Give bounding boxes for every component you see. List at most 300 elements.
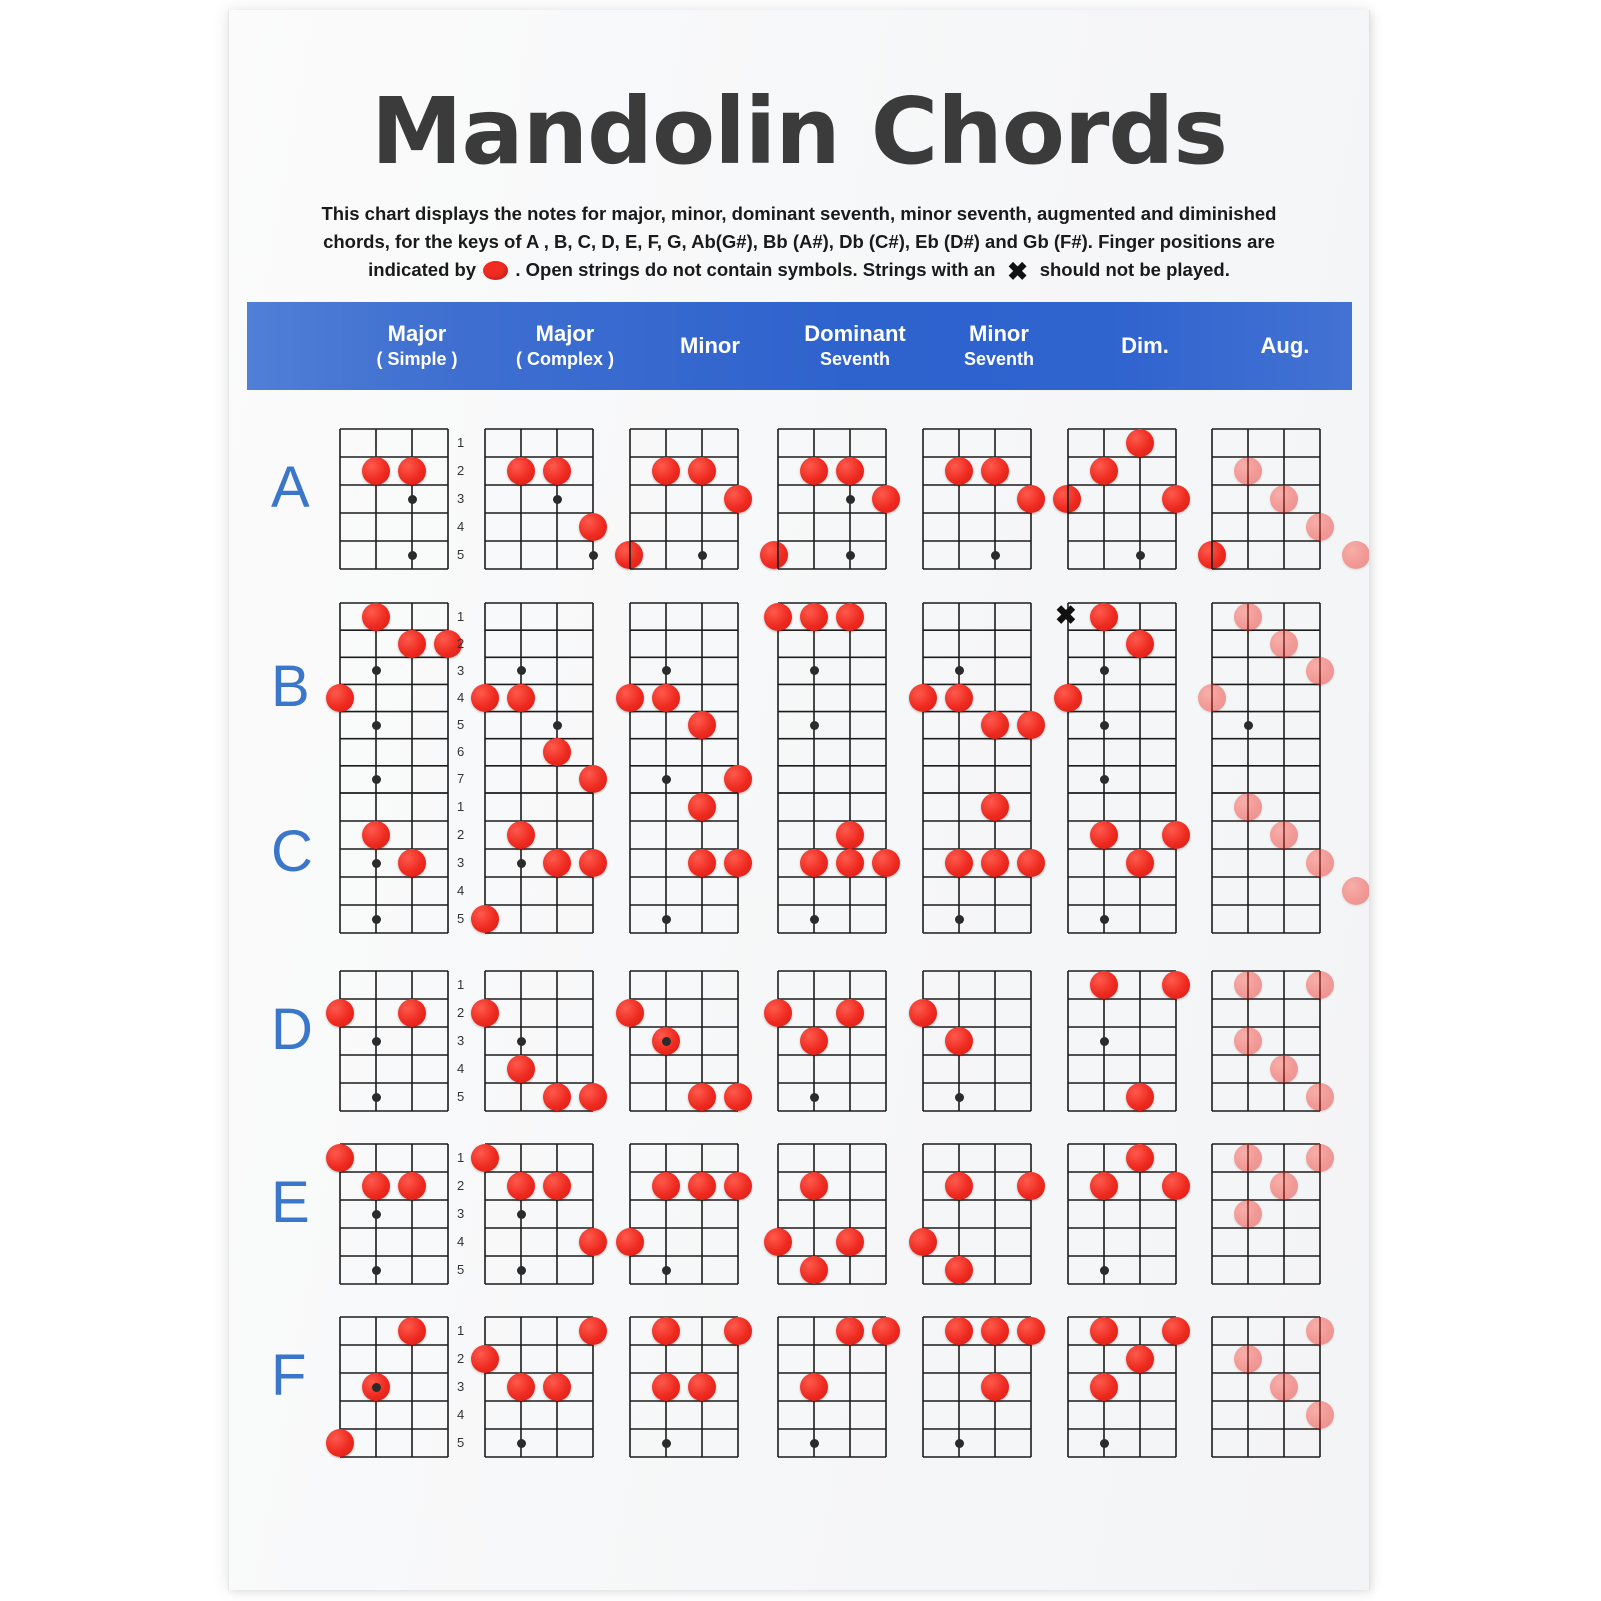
finger-dot: [507, 1373, 535, 1401]
finger-dot: [1126, 1144, 1154, 1172]
column-header-line1: Major: [387, 321, 447, 346]
fretboard-grid: [629, 970, 739, 1112]
finger-dot: [652, 684, 680, 712]
chord-diagram-F-4[interactable]: [922, 1316, 1030, 1456]
fret-marker-dot: [662, 666, 671, 675]
finger-dot: [981, 457, 1009, 485]
fretboard-grid: [339, 792, 449, 934]
chord-diagram-F-6[interactable]: [1211, 1316, 1319, 1456]
fretboard-grid: [484, 428, 594, 570]
finger-dot: [1017, 485, 1045, 513]
finger-dot: [507, 821, 535, 849]
fret-number-label: 2: [457, 635, 465, 651]
fret-marker-dot: [810, 1093, 819, 1102]
finger-dot: [1017, 1317, 1045, 1345]
chord-chart-poster: [228, 10, 1370, 1590]
chord-diagram-F-2[interactable]: [629, 1316, 737, 1456]
finger-dot: [872, 849, 900, 877]
chord-diagram-E-6[interactable]: [1211, 1143, 1319, 1283]
fretboard-grid: [922, 428, 1032, 570]
column-header-dim-5: [1070, 302, 1220, 390]
finger-dot: [1090, 1317, 1118, 1345]
finger-dot: [909, 999, 937, 1027]
finger-dot: [616, 1228, 644, 1256]
fretboard-grid: [1211, 1143, 1321, 1285]
finger-dot: [800, 849, 828, 877]
finger-dot: [471, 1144, 499, 1172]
fretboard-grid: [1067, 1143, 1177, 1285]
finger-dot: [579, 1083, 607, 1111]
finger-dot: [945, 1317, 973, 1345]
finger-dot: [362, 603, 390, 631]
finger-dot: [981, 849, 1009, 877]
fret-marker-dot: [810, 915, 819, 924]
fret-number-label: 4: [457, 1061, 465, 1076]
fret-number-label: 2: [457, 463, 465, 478]
fret-number-label: 4: [457, 1407, 465, 1422]
fretboard-grid: [922, 1316, 1032, 1458]
fret-number-label: 4: [457, 519, 465, 534]
finger-dot: [1017, 849, 1045, 877]
chord-diagram-A-0[interactable]: [339, 428, 465, 568]
chord-diagram-A-3[interactable]: [777, 428, 885, 568]
key-label-F: F: [271, 1343, 307, 1408]
finger-dot: [1306, 657, 1334, 685]
fret-number-label: 5: [457, 547, 465, 562]
fret-number-label: 5: [457, 911, 465, 926]
fret-number-label: 5: [457, 1089, 465, 1104]
chord-diagram-B-1[interactable]: [484, 602, 592, 792]
chord-diagram-F-0[interactable]: [339, 1316, 465, 1456]
finger-dot: [1162, 1172, 1190, 1200]
fretboard-grid: [339, 428, 449, 570]
fretboard-grid: [1211, 792, 1321, 934]
column-header-line1: Dominant: [804, 321, 906, 346]
chord-diagram-B-4[interactable]: [922, 602, 1030, 792]
fret-number-label: 2: [457, 827, 465, 842]
finger-dot: [1054, 684, 1082, 712]
chord-diagram-B-6[interactable]: [1211, 602, 1319, 792]
finger-dot: [1306, 1317, 1334, 1345]
description-line-2: chords, for the keys of A , B, C, D, E, F, G, Ab(G#), Bb (A#), Db (C#), Eb (D#) and Gb (F#). Finger positions are: [323, 231, 1275, 252]
finger-dot: [579, 765, 607, 793]
finger-dot: [543, 1373, 571, 1401]
chord-diagram-E-5[interactable]: [1067, 1143, 1175, 1283]
chord-diagram-E-4[interactable]: [922, 1143, 1030, 1283]
fret-marker-dot: [408, 495, 417, 504]
chord-diagram-D-2[interactable]: [629, 970, 737, 1110]
fretboard-grid: [1211, 970, 1321, 1112]
chord-diagram-B-2[interactable]: [629, 602, 737, 792]
fret-marker-dot: [517, 1210, 526, 1219]
fret-marker-dot: [1100, 915, 1109, 924]
finger-dot: [836, 1228, 864, 1256]
fret-number-label: 2: [457, 1178, 465, 1193]
finger-dot: [652, 1373, 680, 1401]
finger-dot: [1306, 1144, 1334, 1172]
column-header-line2: ( Simple ): [376, 349, 458, 369]
finger-dot: [872, 1317, 900, 1345]
description-line-3a: indicated by: [368, 259, 477, 280]
finger-dot: [1090, 457, 1118, 485]
fret-marker-dot: [991, 551, 1000, 560]
finger-dot: [398, 999, 426, 1027]
fret-marker-dot: [372, 775, 381, 784]
finger-dot: [945, 1172, 973, 1200]
finger-dot: [800, 1172, 828, 1200]
fret-marker-dot: [1136, 551, 1145, 560]
chord-diagram-A-4[interactable]: [922, 428, 1030, 568]
finger-dot: [471, 684, 499, 712]
fret-marker-dot: [662, 1266, 671, 1275]
key-label-E: E: [271, 1170, 310, 1235]
finger-dot: [724, 485, 752, 513]
fretboard-grid: [777, 1316, 887, 1458]
finger-dot: [398, 1317, 426, 1345]
fret-marker-dot: [372, 1383, 381, 1392]
finger-dot: [543, 849, 571, 877]
chord-diagram-A-5[interactable]: [1067, 428, 1175, 568]
finger-dot: [1198, 684, 1226, 712]
fret-number-label: 5: [457, 717, 465, 733]
fret-marker-dot: [662, 775, 671, 784]
fret-marker-dot: [1244, 721, 1253, 730]
finger-dot: [507, 1172, 535, 1200]
fretboard-grid: [339, 602, 449, 794]
finger-dot: [836, 849, 864, 877]
finger-dot: [1234, 1345, 1262, 1373]
finger-dot: [836, 603, 864, 631]
fret-number-label: 1: [457, 1323, 465, 1338]
key-label-A: A: [271, 455, 310, 520]
fretboard-grid: [629, 1143, 739, 1285]
fret-marker-dot: [553, 495, 562, 504]
finger-dot: [1090, 821, 1118, 849]
finger-dot: [326, 1429, 354, 1457]
finger-dot: [1090, 1172, 1118, 1200]
fretboard-grid: [629, 792, 739, 934]
finger-dot: [836, 1317, 864, 1345]
chord-diagram-A-2[interactable]: [629, 428, 737, 568]
finger-dot: [1126, 630, 1154, 658]
description-line-3c: should not be played.: [1039, 259, 1230, 280]
fret-marker-dot: [517, 1266, 526, 1275]
fret-marker-dot: [955, 1439, 964, 1448]
finger-dot: [688, 711, 716, 739]
finger-dot: [1270, 1172, 1298, 1200]
finger-dot: [688, 1373, 716, 1401]
chord-diagram-C-5[interactable]: [1067, 792, 1175, 932]
fretboard-grid: [1067, 602, 1177, 794]
chord-diagram-C-3[interactable]: [777, 792, 885, 932]
finger-dot: [724, 765, 752, 793]
finger-dot: [724, 1083, 752, 1111]
page-title: Mandolin Chords: [371, 78, 1227, 185]
fret-marker-dot: [372, 859, 381, 868]
x-mark-legend-icon: ✖: [1007, 258, 1029, 286]
finger-dot: [1306, 1083, 1334, 1111]
finger-dot: [507, 457, 535, 485]
key-label-C: C: [271, 819, 313, 884]
fretboard-grid: [1067, 1316, 1177, 1458]
column-header-line2: Seventh: [963, 349, 1035, 369]
finger-dot: [872, 485, 900, 513]
chord-diagram-E-1[interactable]: [484, 1143, 592, 1283]
finger-dot: [764, 999, 792, 1027]
chord-diagram-F-3[interactable]: [777, 1316, 885, 1456]
chord-diagram-D-0[interactable]: [339, 970, 465, 1110]
chord-diagram-E-3[interactable]: [777, 1143, 885, 1283]
fret-marker-dot: [372, 1266, 381, 1275]
fretboard-grid: [1211, 1316, 1321, 1458]
finger-dot: [579, 849, 607, 877]
chord-diagram-D-3[interactable]: [777, 970, 885, 1110]
finger-dot: [398, 849, 426, 877]
finger-dot: [764, 1228, 792, 1256]
fret-number-label: 7: [457, 771, 465, 787]
fretboard-grid: [484, 602, 594, 794]
chord-diagram-C-2[interactable]: [629, 792, 737, 932]
finger-dot: [579, 513, 607, 541]
column-header-line1: Major: [535, 321, 595, 346]
column-header-line2: ( Complex ): [515, 349, 614, 369]
chord-diagram-C-4[interactable]: [922, 792, 1030, 932]
fretboard-grid: [629, 428, 739, 570]
chord-diagram-E-0[interactable]: [339, 1143, 465, 1283]
fret-marker-dot: [517, 666, 526, 675]
fret-number-label: 3: [457, 855, 465, 870]
finger-dot: [579, 1228, 607, 1256]
red-dot-legend-icon: [483, 261, 508, 280]
finger-dot: [1234, 457, 1262, 485]
finger-dot: [1270, 630, 1298, 658]
fret-number-label: 2: [457, 1005, 465, 1020]
fret-marker-dot: [810, 1439, 819, 1448]
finger-dot: [1306, 971, 1334, 999]
fretboard-grid: [777, 602, 887, 794]
finger-dot: [471, 905, 499, 933]
chord-diagram-D-6[interactable]: [1211, 970, 1319, 1110]
fret-marker-dot: [810, 666, 819, 675]
finger-dot: [1126, 429, 1154, 457]
column-header-minor-2: [635, 302, 785, 390]
finger-dot: [836, 821, 864, 849]
fret-number-label: 5: [457, 1435, 465, 1450]
fret-number-label: 3: [457, 1379, 465, 1394]
finger-dot: [1126, 849, 1154, 877]
fret-marker-dot: [553, 721, 562, 730]
fretboard-grid: [484, 1316, 594, 1458]
finger-dot: [1306, 513, 1334, 541]
chord-diagram-C-1[interactable]: [484, 792, 592, 932]
finger-dot: [800, 457, 828, 485]
chord-diagram-C-6[interactable]: [1211, 792, 1319, 932]
finger-dot: [398, 1172, 426, 1200]
finger-dot: [652, 1317, 680, 1345]
fret-marker-dot: [955, 915, 964, 924]
finger-dot: [688, 793, 716, 821]
finger-dot: [1090, 603, 1118, 631]
chord-diagram-A-6[interactable]: [1211, 428, 1319, 568]
fret-number-label: 1: [457, 435, 465, 450]
finger-dot: [1126, 1083, 1154, 1111]
fret-marker-dot: [1100, 775, 1109, 784]
fret-marker-dot: [810, 721, 819, 730]
finger-dot: [326, 684, 354, 712]
chart-description: [289, 200, 1309, 284]
chord-diagram-B-3[interactable]: [777, 602, 885, 792]
finger-dot: [398, 457, 426, 485]
finger-dot: [507, 684, 535, 712]
fret-number-label: 4: [457, 883, 465, 898]
column-header-bar: [247, 302, 1352, 390]
chord-diagram-E-2[interactable]: [629, 1143, 737, 1283]
fret-marker-dot: [372, 915, 381, 924]
finger-dot: [945, 1027, 973, 1055]
fret-number-label: 1: [457, 608, 465, 624]
fret-number-label: 3: [457, 662, 465, 678]
finger-dot: [1234, 971, 1262, 999]
finger-dot: [1306, 849, 1334, 877]
finger-dot: [1270, 1055, 1298, 1083]
fretboard-grid: [339, 1143, 449, 1285]
finger-dot: [326, 1144, 354, 1172]
fret-marker-dot: [1100, 1037, 1109, 1046]
fret-marker-dot: [662, 1037, 671, 1046]
finger-dot: [579, 1317, 607, 1345]
column-header-aug-6: [1215, 302, 1355, 390]
column-header-line1: Minor: [680, 333, 740, 358]
fretboard-grid: [922, 602, 1032, 794]
finger-dot: [764, 603, 792, 631]
fret-marker-dot: [1100, 1439, 1109, 1448]
chord-diagram-F-1[interactable]: [484, 1316, 592, 1456]
finger-dot: [800, 1256, 828, 1284]
fret-marker-dot: [1100, 721, 1109, 730]
finger-dot: [981, 711, 1009, 739]
fret-marker-dot: [372, 721, 381, 730]
fret-marker-dot: [662, 1439, 671, 1448]
fret-marker-dot: [372, 1037, 381, 1046]
finger-dot: [1270, 1373, 1298, 1401]
description-line-3b: . Open strings do not contain symbols. Strings with an: [515, 259, 996, 280]
finger-dot: [507, 1055, 535, 1083]
finger-dot: [981, 793, 1009, 821]
fret-marker-dot: [517, 1037, 526, 1046]
fret-number-label: 1: [457, 1150, 465, 1165]
finger-dot: [1017, 1172, 1045, 1200]
finger-dot: [724, 849, 752, 877]
chord-diagram-D-5[interactable]: [1067, 970, 1175, 1110]
finger-dot: [1090, 971, 1118, 999]
finger-dot: [616, 999, 644, 1027]
finger-dot: [1017, 711, 1045, 739]
finger-dot: [688, 457, 716, 485]
finger-dot: [1090, 1373, 1118, 1401]
fret-marker-dot: [517, 1439, 526, 1448]
finger-dot: [800, 603, 828, 631]
column-header-line1: Minor: [969, 321, 1029, 346]
chord-diagram-D-4[interactable]: [922, 970, 1030, 1110]
fretboard-grid: [777, 792, 887, 934]
finger-dot: [1234, 1200, 1262, 1228]
fret-number-label: 1: [457, 977, 465, 992]
fret-number-label: 1: [457, 799, 465, 814]
column-header-dominant-3: [775, 302, 935, 390]
fretboard-grid: [629, 602, 739, 794]
fret-marker-dot: [589, 551, 598, 560]
key-label-D: D: [271, 997, 313, 1062]
fret-number-label: 3: [457, 1033, 465, 1048]
do-not-play-x-icon: ✖: [1055, 599, 1077, 630]
fret-number-label: 3: [457, 1206, 465, 1221]
fret-marker-dot: [408, 551, 417, 560]
fretboard-grid: [922, 1143, 1032, 1285]
finger-dot: [652, 1172, 680, 1200]
column-header-line1: Aug.: [1260, 333, 1310, 358]
finger-dot: [945, 457, 973, 485]
finger-dot: [652, 457, 680, 485]
finger-dot: [362, 1172, 390, 1200]
finger-dot: [981, 1373, 1009, 1401]
chord-diagram-B-0[interactable]: [339, 602, 465, 792]
fretboard-grid: [629, 1316, 739, 1458]
fret-marker-dot: [846, 495, 855, 504]
column-header-major-0: [342, 302, 492, 390]
finger-dot: [326, 999, 354, 1027]
chord-diagram-D-1[interactable]: [484, 970, 592, 1110]
finger-dot: [1342, 877, 1370, 905]
chord-diagram-B-5[interactable]: [1055, 599, 1175, 792]
finger-dot: [471, 999, 499, 1027]
fret-number-label: 5: [457, 1262, 465, 1277]
finger-dot: [1306, 1401, 1334, 1429]
fretboard-grid: [777, 428, 887, 570]
finger-dot: [398, 630, 426, 658]
chord-diagram-A-1[interactable]: [484, 428, 592, 568]
finger-dot: [1162, 821, 1190, 849]
finger-dot: [471, 1345, 499, 1373]
finger-dot: [616, 684, 644, 712]
fretboard-grid: [777, 970, 887, 1112]
finger-dot: [1270, 821, 1298, 849]
fret-marker-dot: [662, 915, 671, 924]
description-line-1: This chart displays the notes for major, minor, dominant seventh, minor seventh, augmented and diminished: [321, 203, 1277, 224]
fretboard-grid: [1211, 602, 1321, 794]
fretboard-grid: [484, 1143, 594, 1285]
chord-diagram-C-0[interactable]: [339, 792, 465, 932]
fret-marker-dot: [955, 1093, 964, 1102]
fretboard-grid: [1067, 428, 1177, 570]
fret-marker-dot: [846, 551, 855, 560]
finger-dot: [362, 457, 390, 485]
finger-dot: [724, 1317, 752, 1345]
finger-dot: [1162, 485, 1190, 513]
finger-dot: [945, 684, 973, 712]
chord-diagram-F-5[interactable]: [1067, 1316, 1175, 1456]
fret-number-label: 2: [457, 1351, 465, 1366]
description-line-3: [289, 256, 1309, 284]
finger-dot: [543, 1172, 571, 1200]
column-header-line1: Dim.: [1121, 333, 1169, 358]
fretboard-grid: [1211, 428, 1321, 570]
finger-dot: [800, 1027, 828, 1055]
fretboard-grid: [922, 970, 1032, 1112]
finger-dot: [1234, 1144, 1262, 1172]
fret-marker-dot: [1100, 666, 1109, 675]
column-header-minor-4: [924, 302, 1074, 390]
fret-marker-dot: [1100, 1266, 1109, 1275]
